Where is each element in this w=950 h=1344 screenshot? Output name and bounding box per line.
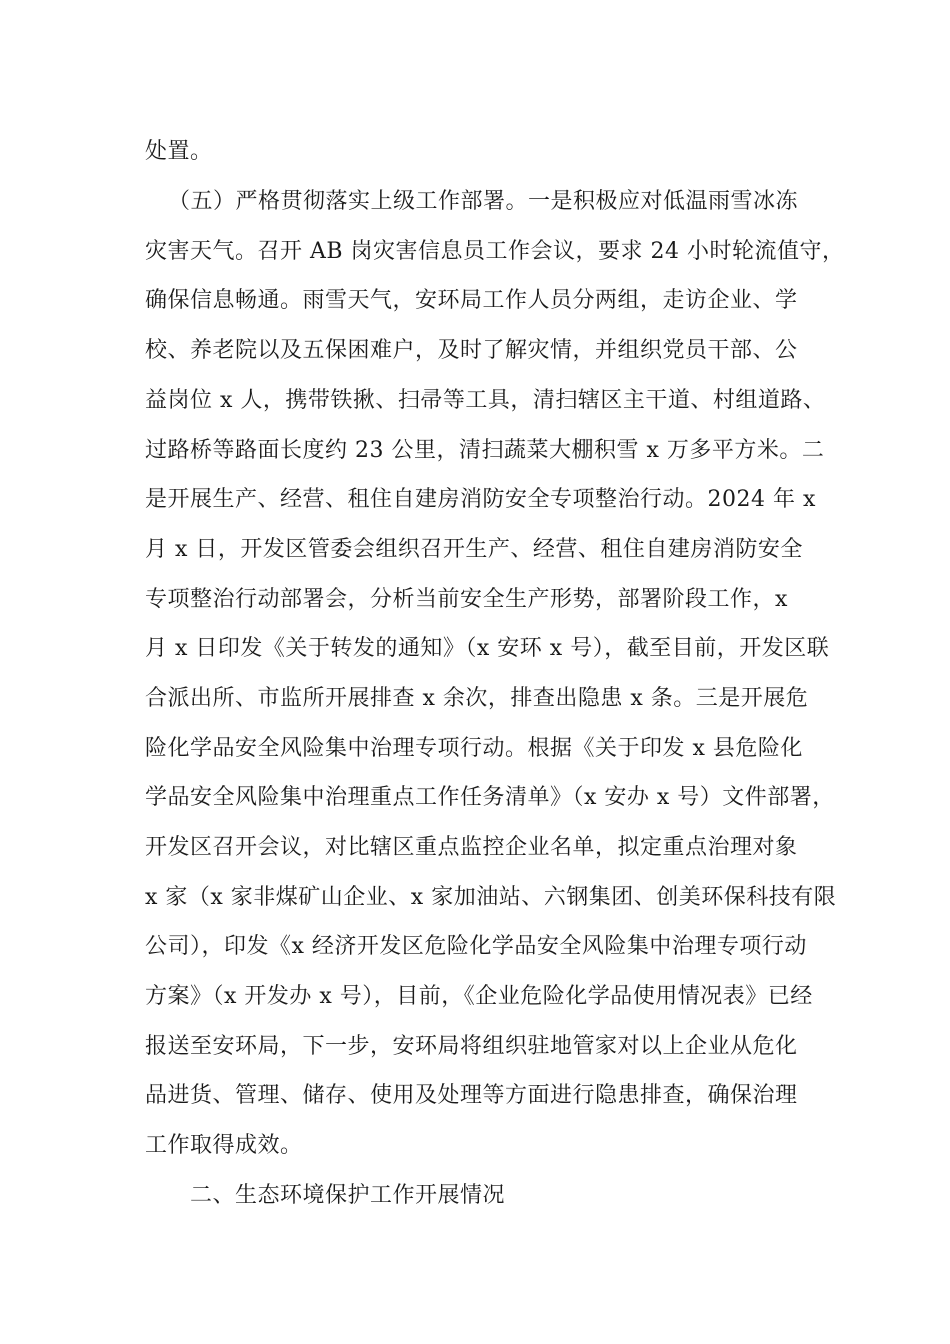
text-line: 工作取得成效。 bbox=[145, 1133, 303, 1158]
section-heading: 二、生态环境保护工作开展情况 bbox=[190, 1183, 506, 1208]
text-line: 是开展生产、经营、租住自建房消防安全专项整治行动。2024 年 x bbox=[145, 487, 816, 512]
text-line: 公司），印发《x 经济开发区危险化学品安全风险集中治理专项行动 bbox=[145, 934, 807, 959]
text-line: 学品安全风险集中治理重点工作任务清单》（x 安办 x 号）文件部署， bbox=[145, 785, 835, 810]
text-line: 险化学品安全风险集中治理专项行动。根据《关于印发 x 县危险化 bbox=[145, 736, 803, 761]
text-line: 月 x 日印发《关于转发的通知》（x 安环 x 号），截至目前，开发区联 bbox=[145, 636, 830, 661]
text-line: x 家（x 家非煤矿山企业、x 家加油站、六钢集团、创美环保科技有限 bbox=[145, 885, 837, 910]
text-line: 灾害天气。召开 AB 岗灾害信息员工作会议，要求 24 小时轮流值守， bbox=[145, 239, 845, 264]
paragraph-first-line: （五）严格贯彻落实上级工作部署。一是积极应对低温雨雪冰冻 bbox=[168, 189, 799, 214]
text-line: 过路桥等路面长度约 23 公里，清扫蔬菜大棚积雪 x 万多平方米。二 bbox=[145, 438, 825, 463]
text-line: 品进货、管理、储存、使用及处理等方面进行隐患排查，确保治理 bbox=[145, 1083, 798, 1108]
text-line: 开发区召开会议，对比辖区重点监控企业名单，拟定重点治理对象 bbox=[145, 835, 798, 860]
text-line: 月 x 日，开发区管委会组织召开生产、经营、租住自建房消防安全 bbox=[145, 537, 803, 562]
text-line: 报送至安环局，下一步，安环局将组织驻地管家对以上企业从危化 bbox=[145, 1034, 798, 1059]
text-line: 益岗位 x 人，携带铁揪、扫帚等工具，清扫辖区主干道、村组道路、 bbox=[145, 388, 826, 413]
text-line: 确保信息畅通。雨雪天气，安环局工作人员分两组，走访企业、学 bbox=[145, 288, 798, 313]
text-line: 处置。 bbox=[145, 139, 213, 164]
text-line: 专项整治行动部署会，分析当前安全生产形势，部署阶段工作，x bbox=[145, 587, 788, 612]
text-line: 方案》（x 开发办 x 号），目前，《企业危险化学品使用情况表》已经 bbox=[145, 984, 813, 1009]
text-line: 校、养老院以及五保困难户，及时了解灾情，并组织党员干部、公 bbox=[145, 338, 798, 363]
text-line: 合派出所、市监所开展排查 x 余次，排查出隐患 x 条。三是开展危 bbox=[145, 686, 809, 711]
